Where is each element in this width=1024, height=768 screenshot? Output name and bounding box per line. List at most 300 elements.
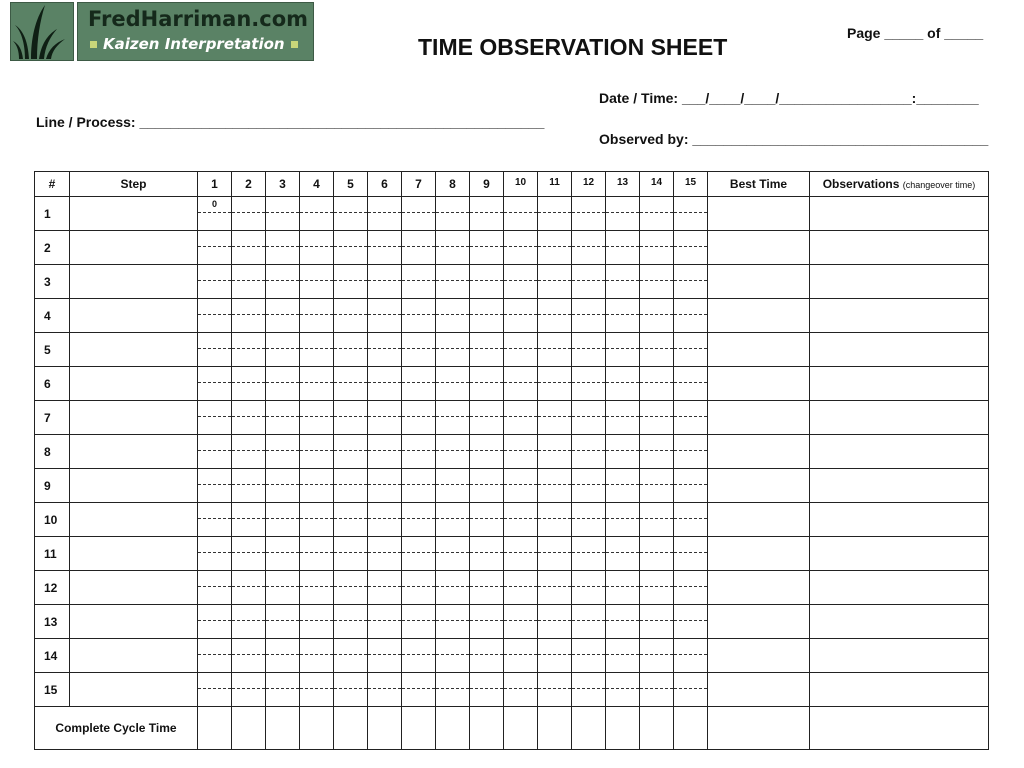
observation-cell[interactable] xyxy=(674,299,708,333)
observation-cell[interactable] xyxy=(300,435,334,469)
observation-cell[interactable] xyxy=(368,673,402,707)
observation-cell[interactable] xyxy=(538,197,572,231)
observation-cell[interactable] xyxy=(300,673,334,707)
observation-cell[interactable] xyxy=(266,673,300,707)
observation-cell[interactable] xyxy=(368,503,402,537)
observation-cell[interactable] xyxy=(674,265,708,299)
observation-cell[interactable] xyxy=(606,401,640,435)
observation-cell[interactable] xyxy=(504,265,538,299)
observation-cell[interactable] xyxy=(334,367,368,401)
observation-cell[interactable] xyxy=(640,537,674,571)
observation-cell[interactable] xyxy=(232,571,266,605)
observation-cell[interactable] xyxy=(674,605,708,639)
observation-cell[interactable] xyxy=(538,605,572,639)
observation-cell[interactable] xyxy=(606,571,640,605)
observation-cell[interactable] xyxy=(198,605,232,639)
observation-cell[interactable] xyxy=(368,469,402,503)
observation-cell[interactable] xyxy=(402,673,436,707)
observation-cell[interactable] xyxy=(334,605,368,639)
best-time-cell[interactable] xyxy=(708,571,810,605)
line-process-field[interactable]: Line / Process: ____________________________________________________ xyxy=(36,114,545,130)
observation-cell[interactable] xyxy=(300,571,334,605)
cycle-time-cell[interactable] xyxy=(198,707,232,750)
observation-cell[interactable] xyxy=(334,333,368,367)
observation-cell[interactable] xyxy=(436,197,470,231)
dashed-divider xyxy=(606,348,639,349)
observation-cell[interactable] xyxy=(572,469,606,503)
cycle-time-cell[interactable] xyxy=(232,707,266,750)
observation-cell[interactable] xyxy=(470,639,504,673)
step-cell[interactable] xyxy=(70,673,198,707)
observation-cell[interactable] xyxy=(198,197,232,231)
observation-cell[interactable] xyxy=(198,673,232,707)
observation-cell[interactable] xyxy=(606,299,640,333)
observation-cell[interactable] xyxy=(436,401,470,435)
observation-cell[interactable] xyxy=(402,299,436,333)
observation-cell[interactable] xyxy=(504,537,538,571)
observation-cell[interactable] xyxy=(266,605,300,639)
observation-cell[interactable] xyxy=(674,231,708,265)
observation-cell[interactable] xyxy=(674,401,708,435)
observation-cell[interactable] xyxy=(300,639,334,673)
observation-cell[interactable] xyxy=(504,401,538,435)
observation-cell[interactable] xyxy=(470,333,504,367)
observation-cell[interactable] xyxy=(538,299,572,333)
observation-cell[interactable] xyxy=(470,605,504,639)
observation-cell[interactable] xyxy=(504,435,538,469)
observation-cell[interactable] xyxy=(334,299,368,333)
observation-cell[interactable] xyxy=(640,333,674,367)
best-time-cell[interactable] xyxy=(708,265,810,299)
observation-cell[interactable] xyxy=(470,401,504,435)
best-time-cell[interactable] xyxy=(708,333,810,367)
observation-cell[interactable] xyxy=(538,333,572,367)
observation-cell[interactable] xyxy=(606,673,640,707)
observation-cell[interactable] xyxy=(368,333,402,367)
observation-cell[interactable] xyxy=(538,401,572,435)
dashed-divider xyxy=(674,552,707,553)
remarks-cell[interactable] xyxy=(810,265,989,299)
remarks-cell[interactable] xyxy=(810,197,989,231)
step-cell[interactable] xyxy=(70,367,198,401)
observation-cell[interactable] xyxy=(368,299,402,333)
observation-cell[interactable] xyxy=(470,435,504,469)
observation-cell[interactable] xyxy=(470,265,504,299)
observation-cell[interactable] xyxy=(538,469,572,503)
observation-cell[interactable] xyxy=(232,299,266,333)
observation-cell[interactable] xyxy=(198,503,232,537)
observation-cell[interactable] xyxy=(232,265,266,299)
observation-cell[interactable] xyxy=(572,571,606,605)
observation-cell[interactable] xyxy=(640,469,674,503)
observation-cell[interactable] xyxy=(606,367,640,401)
observation-cell[interactable] xyxy=(334,265,368,299)
observation-cell[interactable] xyxy=(470,367,504,401)
obs-header-12: 12 xyxy=(572,172,606,197)
observation-cell[interactable] xyxy=(402,265,436,299)
observation-cell[interactable] xyxy=(232,639,266,673)
observation-cell[interactable] xyxy=(538,571,572,605)
observation-cell[interactable] xyxy=(436,265,470,299)
observation-cell[interactable] xyxy=(606,503,640,537)
observation-cell[interactable] xyxy=(538,537,572,571)
remarks-cell[interactable] xyxy=(810,435,989,469)
observation-cell[interactable] xyxy=(368,571,402,605)
table-row xyxy=(35,333,989,367)
cycle-time-cell[interactable] xyxy=(538,707,572,750)
observation-cell[interactable] xyxy=(266,571,300,605)
observation-cell[interactable] xyxy=(538,367,572,401)
observation-cell[interactable] xyxy=(470,571,504,605)
observation-cell[interactable] xyxy=(436,435,470,469)
remarks-cell[interactable] xyxy=(810,367,989,401)
observation-cell[interactable] xyxy=(198,265,232,299)
step-cell[interactable] xyxy=(70,299,198,333)
observation-cell[interactable] xyxy=(504,639,538,673)
observation-cell[interactable] xyxy=(606,231,640,265)
observation-cell[interactable] xyxy=(538,265,572,299)
remarks-cell[interactable] xyxy=(810,503,989,537)
cycle-time-cell[interactable] xyxy=(266,707,300,750)
observation-cell[interactable] xyxy=(402,367,436,401)
observation-cell[interactable] xyxy=(402,503,436,537)
observation-cell[interactable] xyxy=(572,265,606,299)
observation-cell[interactable] xyxy=(470,537,504,571)
observation-cell[interactable] xyxy=(334,571,368,605)
remarks-cell[interactable] xyxy=(810,571,989,605)
observation-cell[interactable] xyxy=(334,231,368,265)
observation-cell[interactable] xyxy=(334,435,368,469)
observation-cell[interactable] xyxy=(232,231,266,265)
observation-cell[interactable] xyxy=(606,197,640,231)
best-time-cell[interactable] xyxy=(708,673,810,707)
observation-cell[interactable] xyxy=(572,231,606,265)
observation-cell[interactable] xyxy=(674,469,708,503)
observation-cell[interactable] xyxy=(572,673,606,707)
observation-cell[interactable] xyxy=(402,231,436,265)
observation-cell[interactable] xyxy=(504,605,538,639)
observation-cell[interactable] xyxy=(572,605,606,639)
observation-cell[interactable] xyxy=(572,537,606,571)
observation-cell[interactable] xyxy=(572,401,606,435)
observation-cell[interactable] xyxy=(232,605,266,639)
observation-cell[interactable] xyxy=(232,333,266,367)
observation-cell[interactable] xyxy=(402,435,436,469)
observation-cell[interactable] xyxy=(640,435,674,469)
best-time-cell[interactable] xyxy=(708,231,810,265)
observation-cell[interactable] xyxy=(300,537,334,571)
observation-cell[interactable] xyxy=(674,571,708,605)
observation-cell[interactable] xyxy=(368,265,402,299)
observation-cell[interactable] xyxy=(368,367,402,401)
step-cell[interactable] xyxy=(70,571,198,605)
observation-cell[interactable] xyxy=(606,333,640,367)
best-time-cell[interactable] xyxy=(708,639,810,673)
dashed-divider xyxy=(572,518,605,519)
observation-cell[interactable] xyxy=(606,265,640,299)
step-cell[interactable] xyxy=(70,197,198,231)
observation-cell[interactable] xyxy=(436,571,470,605)
observation-cell[interactable] xyxy=(334,639,368,673)
observation-cell[interactable] xyxy=(504,571,538,605)
observation-cell[interactable] xyxy=(640,367,674,401)
cycle-time-cell[interactable] xyxy=(402,707,436,750)
observation-cell[interactable] xyxy=(504,333,538,367)
step-cell[interactable] xyxy=(70,265,198,299)
observation-cell[interactable] xyxy=(572,503,606,537)
observation-cell[interactable] xyxy=(504,299,538,333)
observation-cell[interactable] xyxy=(232,469,266,503)
observation-cell[interactable] xyxy=(402,197,436,231)
observation-cell[interactable] xyxy=(300,265,334,299)
observation-cell[interactable] xyxy=(572,639,606,673)
observation-cell[interactable] xyxy=(232,367,266,401)
step-cell[interactable] xyxy=(70,469,198,503)
remarks-cell[interactable] xyxy=(810,673,989,707)
observation-cell[interactable] xyxy=(198,333,232,367)
observation-cell[interactable] xyxy=(300,605,334,639)
observation-cell[interactable] xyxy=(436,299,470,333)
cycle-time-cell[interactable] xyxy=(300,707,334,750)
observation-cell[interactable] xyxy=(300,469,334,503)
observation-cell[interactable] xyxy=(402,401,436,435)
observation-cell[interactable] xyxy=(436,605,470,639)
step-cell[interactable] xyxy=(70,605,198,639)
observation-cell[interactable] xyxy=(334,197,368,231)
observation-cell[interactable] xyxy=(402,605,436,639)
observation-cell[interactable] xyxy=(504,469,538,503)
observation-cell[interactable] xyxy=(674,197,708,231)
step-cell[interactable] xyxy=(70,435,198,469)
observation-cell[interactable] xyxy=(198,469,232,503)
observation-cell[interactable] xyxy=(232,401,266,435)
observation-cell[interactable] xyxy=(640,401,674,435)
cycle-time-cell[interactable] xyxy=(436,707,470,750)
cycle-time-cell[interactable] xyxy=(470,707,504,750)
observation-cell[interactable] xyxy=(606,605,640,639)
observation-cell[interactable] xyxy=(504,503,538,537)
observation-cell[interactable] xyxy=(198,435,232,469)
observation-cell[interactable] xyxy=(674,537,708,571)
observation-cell[interactable] xyxy=(436,367,470,401)
observation-cell[interactable] xyxy=(674,673,708,707)
observation-cell[interactable] xyxy=(640,639,674,673)
best-time-cell[interactable] xyxy=(708,537,810,571)
observation-cell[interactable] xyxy=(198,231,232,265)
observation-cell[interactable] xyxy=(266,231,300,265)
cycle-time-cell[interactable] xyxy=(572,707,606,750)
observation-cell[interactable] xyxy=(266,401,300,435)
observation-cell[interactable] xyxy=(198,299,232,333)
observation-cell[interactable] xyxy=(538,435,572,469)
observation-cell[interactable] xyxy=(300,333,334,367)
best-time-cell[interactable] xyxy=(708,435,810,469)
observation-cell[interactable] xyxy=(266,639,300,673)
observation-cell[interactable] xyxy=(504,673,538,707)
dashed-divider xyxy=(606,246,639,247)
observation-cell[interactable] xyxy=(402,469,436,503)
step-cell[interactable] xyxy=(70,639,198,673)
observation-cell[interactable] xyxy=(606,435,640,469)
observation-cell[interactable] xyxy=(232,537,266,571)
step-cell[interactable] xyxy=(70,503,198,537)
cycle-time-cell[interactable] xyxy=(504,707,538,750)
cycle-time-cell[interactable] xyxy=(640,707,674,750)
observation-cell[interactable] xyxy=(470,673,504,707)
observation-cell[interactable] xyxy=(640,605,674,639)
observation-cell[interactable] xyxy=(266,537,300,571)
observation-cell[interactable] xyxy=(674,435,708,469)
observation-cell[interactable] xyxy=(538,673,572,707)
observation-cell[interactable] xyxy=(640,197,674,231)
observation-cell[interactable] xyxy=(232,197,266,231)
observation-cell[interactable] xyxy=(504,197,538,231)
observation-cell[interactable] xyxy=(334,537,368,571)
observation-cell[interactable] xyxy=(266,333,300,367)
observation-cell[interactable] xyxy=(436,673,470,707)
observation-cell[interactable] xyxy=(402,333,436,367)
observation-cell[interactable] xyxy=(640,265,674,299)
remarks-cell[interactable] xyxy=(810,537,989,571)
remarks-cell[interactable] xyxy=(810,333,989,367)
best-time-cell[interactable] xyxy=(708,299,810,333)
observation-cell[interactable] xyxy=(266,299,300,333)
observation-cell[interactable] xyxy=(368,537,402,571)
observation-cell[interactable] xyxy=(436,333,470,367)
observation-cell[interactable] xyxy=(334,469,368,503)
best-time-cell[interactable] xyxy=(708,401,810,435)
observation-cell[interactable] xyxy=(538,503,572,537)
observation-cell[interactable] xyxy=(640,299,674,333)
observation-cell[interactable] xyxy=(368,231,402,265)
observation-cell[interactable] xyxy=(198,571,232,605)
observation-cell[interactable] xyxy=(368,435,402,469)
best-time-cell[interactable] xyxy=(708,503,810,537)
observation-cell[interactable] xyxy=(368,401,402,435)
observation-cell[interactable] xyxy=(266,197,300,231)
observation-cell[interactable] xyxy=(674,367,708,401)
observation-cell[interactable] xyxy=(266,367,300,401)
observation-cell[interactable] xyxy=(266,435,300,469)
observation-cell[interactable] xyxy=(470,469,504,503)
cycle-time-cell[interactable] xyxy=(606,707,640,750)
observation-cell[interactable] xyxy=(198,367,232,401)
observation-cell[interactable] xyxy=(232,673,266,707)
observation-cell[interactable] xyxy=(300,401,334,435)
observation-cell[interactable] xyxy=(266,265,300,299)
observation-cell[interactable] xyxy=(436,231,470,265)
observation-cell[interactable] xyxy=(504,367,538,401)
remarks-cell[interactable] xyxy=(810,639,989,673)
table-row xyxy=(35,231,989,265)
observation-cell[interactable] xyxy=(300,197,334,231)
observation-cell[interactable] xyxy=(402,571,436,605)
observation-cell[interactable] xyxy=(402,639,436,673)
cycle-time-cell[interactable] xyxy=(334,707,368,750)
observation-cell[interactable] xyxy=(198,639,232,673)
date-time-field[interactable]: Date / Time: ___/____/____/_________________:________ xyxy=(599,90,979,106)
observation-cell[interactable] xyxy=(470,197,504,231)
best-time-cell[interactable] xyxy=(708,367,810,401)
observation-cell[interactable] xyxy=(334,673,368,707)
dashed-divider xyxy=(470,314,503,315)
observation-cell[interactable] xyxy=(606,537,640,571)
step-cell[interactable] xyxy=(70,537,198,571)
observation-cell[interactable] xyxy=(334,401,368,435)
observation-cell[interactable] xyxy=(436,537,470,571)
observation-cell[interactable] xyxy=(300,299,334,333)
observation-cell[interactable] xyxy=(470,503,504,537)
observation-cell[interactable] xyxy=(640,571,674,605)
cycle-time-cell[interactable] xyxy=(674,707,708,750)
observation-cell[interactable] xyxy=(368,605,402,639)
observation-cell[interactable] xyxy=(232,503,266,537)
observation-cell[interactable] xyxy=(572,299,606,333)
best-time-cell[interactable] xyxy=(708,605,810,639)
observation-cell[interactable] xyxy=(300,367,334,401)
observation-cell[interactable] xyxy=(300,503,334,537)
remarks-cell[interactable] xyxy=(810,469,989,503)
observation-cell[interactable] xyxy=(470,299,504,333)
observation-cell[interactable] xyxy=(572,367,606,401)
step-cell[interactable] xyxy=(70,401,198,435)
observation-cell[interactable] xyxy=(436,503,470,537)
observation-cell[interactable] xyxy=(198,401,232,435)
remarks-cell[interactable] xyxy=(810,605,989,639)
observation-cell[interactable] xyxy=(674,333,708,367)
cycle-best-time-cell[interactable] xyxy=(708,707,810,750)
observation-cell[interactable] xyxy=(368,197,402,231)
step-cell[interactable] xyxy=(70,333,198,367)
observation-cell[interactable] xyxy=(334,503,368,537)
cycle-remarks-cell[interactable] xyxy=(810,707,989,750)
dashed-divider xyxy=(232,654,265,655)
observation-cell[interactable] xyxy=(640,673,674,707)
observation-cell[interactable] xyxy=(538,639,572,673)
observation-cell[interactable] xyxy=(606,469,640,503)
observation-cell[interactable] xyxy=(436,469,470,503)
observation-cell[interactable] xyxy=(504,231,538,265)
remarks-cell[interactable] xyxy=(810,401,989,435)
observation-cell[interactable] xyxy=(198,537,232,571)
observation-cell[interactable] xyxy=(674,639,708,673)
observation-cell[interactable] xyxy=(436,639,470,673)
observation-cell[interactable] xyxy=(572,197,606,231)
observation-cell[interactable] xyxy=(572,333,606,367)
best-time-cell[interactable] xyxy=(708,469,810,503)
cycle-time-cell[interactable] xyxy=(368,707,402,750)
observation-cell[interactable] xyxy=(368,639,402,673)
observation-cell[interactable] xyxy=(402,537,436,571)
observation-cell[interactable] xyxy=(300,231,334,265)
observation-cell[interactable] xyxy=(266,469,300,503)
observation-cell[interactable] xyxy=(232,435,266,469)
observation-cell[interactable] xyxy=(538,231,572,265)
observation-cell[interactable] xyxy=(674,503,708,537)
step-cell[interactable] xyxy=(70,231,198,265)
observation-cell[interactable] xyxy=(470,231,504,265)
remarks-cell[interactable] xyxy=(810,231,989,265)
observation-cell[interactable] xyxy=(606,639,640,673)
observation-cell[interactable] xyxy=(572,435,606,469)
best-time-cell[interactable] xyxy=(708,197,810,231)
observed-by-field[interactable]: Observed by: ______________________________________ xyxy=(599,131,989,147)
remarks-cell[interactable] xyxy=(810,299,989,333)
observation-cell[interactable] xyxy=(640,231,674,265)
page-number-field[interactable]: Page _____ of _____ xyxy=(847,25,984,41)
observation-cell[interactable] xyxy=(266,503,300,537)
observation-cell[interactable] xyxy=(640,503,674,537)
